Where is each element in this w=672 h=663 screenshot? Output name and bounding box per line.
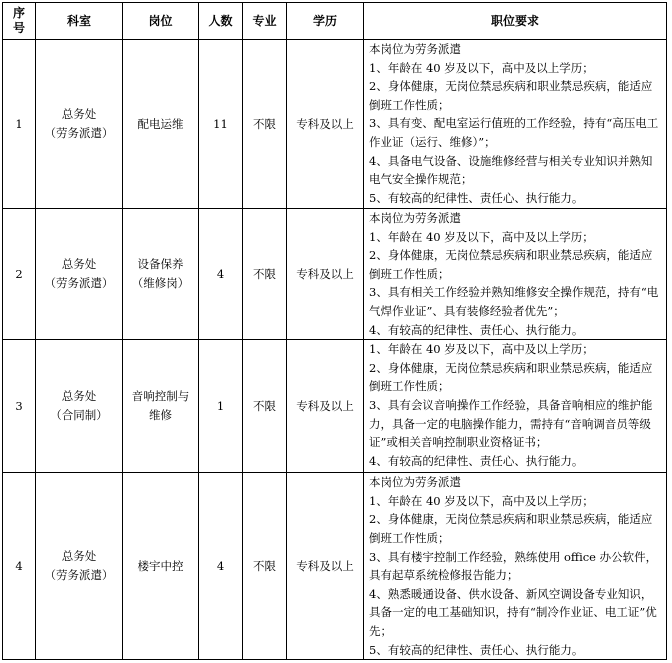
row-seq: 3 xyxy=(3,340,36,473)
req-line: 1、年龄在 40 岁及以下，高中及以上学历； xyxy=(369,229,594,244)
row-dept xyxy=(36,40,123,209)
row-count: 11 xyxy=(199,40,243,209)
dept-type: （劳务派遣） xyxy=(44,276,114,291)
row-edu: 专科及以上 xyxy=(287,340,364,473)
req-line: 2、身体健康，无岗位禁忌疾病和职业禁忌疾病，能适应倒班工作性质； xyxy=(369,360,653,394)
job-table xyxy=(2,2,667,660)
table-row xyxy=(3,473,667,660)
header-req: 职位要求 xyxy=(364,3,667,40)
req-line: 1、年龄在 40 岁及以下，高中及以上学历； xyxy=(369,60,594,75)
row-count: 1 xyxy=(199,340,243,473)
header-edu: 学历 xyxy=(287,3,364,40)
req-line: 4、熟悉暖通设备、供水设备、新风空调设备专业知识，具备一定的电工基础知识，持有“制冷作业证、电工证”优先； xyxy=(369,586,657,638)
req-line: 本岗位为劳务派遣 xyxy=(369,211,461,225)
req-line: 2、身体健康，无岗位禁忌疾病和职业禁忌疾病，能适应倒班工作性质； xyxy=(369,79,653,112)
req-line: 本岗位为劳务派遣 xyxy=(369,42,461,56)
post-line: 维修 xyxy=(149,408,172,423)
post-line: 设备保养 xyxy=(137,257,184,272)
req-line: 5、有较高的纪律性、责任心、执行能力。 xyxy=(369,190,584,205)
row-edu: 专科及以上 xyxy=(287,40,364,209)
row-count: 4 xyxy=(199,473,243,660)
dept-name: 总务处 xyxy=(61,549,97,564)
header-row xyxy=(3,3,667,40)
req-line: 3、具有变、配电室运行值班的工作经验，持有“高压电工作业证（运行、维修）”； xyxy=(369,116,659,149)
req-line: 本岗位为劳务派遣 xyxy=(369,475,461,490)
req-line: 2、身体健康，无岗位禁忌疾病和职业禁忌疾病，能适应倒班工作性质； xyxy=(369,512,653,545)
row-major: 不限 xyxy=(243,40,287,209)
req-line: 1、年龄在 40 岁及以下，高中及以上学历； xyxy=(369,342,594,357)
row-post xyxy=(123,209,199,340)
row-seq: 2 xyxy=(3,209,36,340)
header-count: 人数 xyxy=(199,3,243,40)
dept-name: 总务处 xyxy=(61,389,97,404)
dept-type: （劳务派遣） xyxy=(44,126,114,140)
post-line: （维修岗） xyxy=(131,276,190,291)
req-line: 4、具备电气设备、设施维修经营与相关专业知识并熟知电气安全操作规范； xyxy=(369,153,653,187)
row-post xyxy=(123,40,199,209)
dept-type: （合同制） xyxy=(50,408,108,423)
dept-type: （劳务派遣） xyxy=(44,568,114,583)
dept-name: 总务处 xyxy=(61,257,97,272)
row-edu: 专科及以上 xyxy=(287,473,364,660)
req-line: 5、有较高的纪律性、责任心、执行能力。 xyxy=(369,642,584,657)
row-requirements xyxy=(364,340,667,473)
header-major: 专业 xyxy=(243,3,287,40)
row-seq: 4 xyxy=(3,473,36,660)
row-count: 4 xyxy=(199,209,243,340)
post-line: 楼宇中控 xyxy=(137,558,184,573)
req-line: 3、具有楼宇控制工作经验，熟练使用 office 办公软件，具有起草系统检修报告能力； xyxy=(369,549,658,583)
post-line: 配电运维 xyxy=(137,116,184,131)
row-dept xyxy=(36,209,123,340)
table-row xyxy=(3,40,667,209)
row-requirements xyxy=(364,40,667,209)
req-line: 4、有较高的纪律性、责任心、执行能力。 xyxy=(369,453,584,468)
row-dept xyxy=(36,340,123,473)
row-requirements xyxy=(364,473,667,660)
row-edu: 专科及以上 xyxy=(287,209,364,340)
dept-name: 总务处 xyxy=(61,107,97,121)
header-post: 岗位 xyxy=(123,3,199,40)
row-major: 不限 xyxy=(243,209,287,340)
row-seq: 1 xyxy=(3,40,36,209)
row-requirements xyxy=(364,209,667,340)
req-line: 3、具有相关工作经验并熟知维修安全操作规范，持有“电气焊作业证”、具有装修经验者优先”； xyxy=(369,285,659,318)
req-line: 3、具有会议音响操作工作经验，具备音响相应的维护能力，具备一定的电脑操作能力，需持有“音响调音员等级证”或相关音响控制职业资格证书； xyxy=(369,397,653,450)
post-line: 音响控制与 xyxy=(131,389,190,404)
row-post xyxy=(123,340,199,473)
row-major: 不限 xyxy=(243,340,287,473)
header-seq: 序号 xyxy=(3,3,36,40)
table-row xyxy=(3,209,667,340)
row-major: 不限 xyxy=(243,473,287,660)
req-line: 4、有较高的纪律性、责任心、执行能力。 xyxy=(369,322,584,337)
req-line: 1、年龄在 40 岁及以下，高中及以上学历； xyxy=(369,493,594,508)
row-post xyxy=(123,473,199,660)
header-dept: 科室 xyxy=(36,3,123,40)
row-dept xyxy=(36,473,123,660)
req-line: 2、身体健康，无岗位禁忌疾病和职业禁忌疾病，能适应倒班工作性质； xyxy=(369,248,653,281)
table-row xyxy=(3,340,667,473)
